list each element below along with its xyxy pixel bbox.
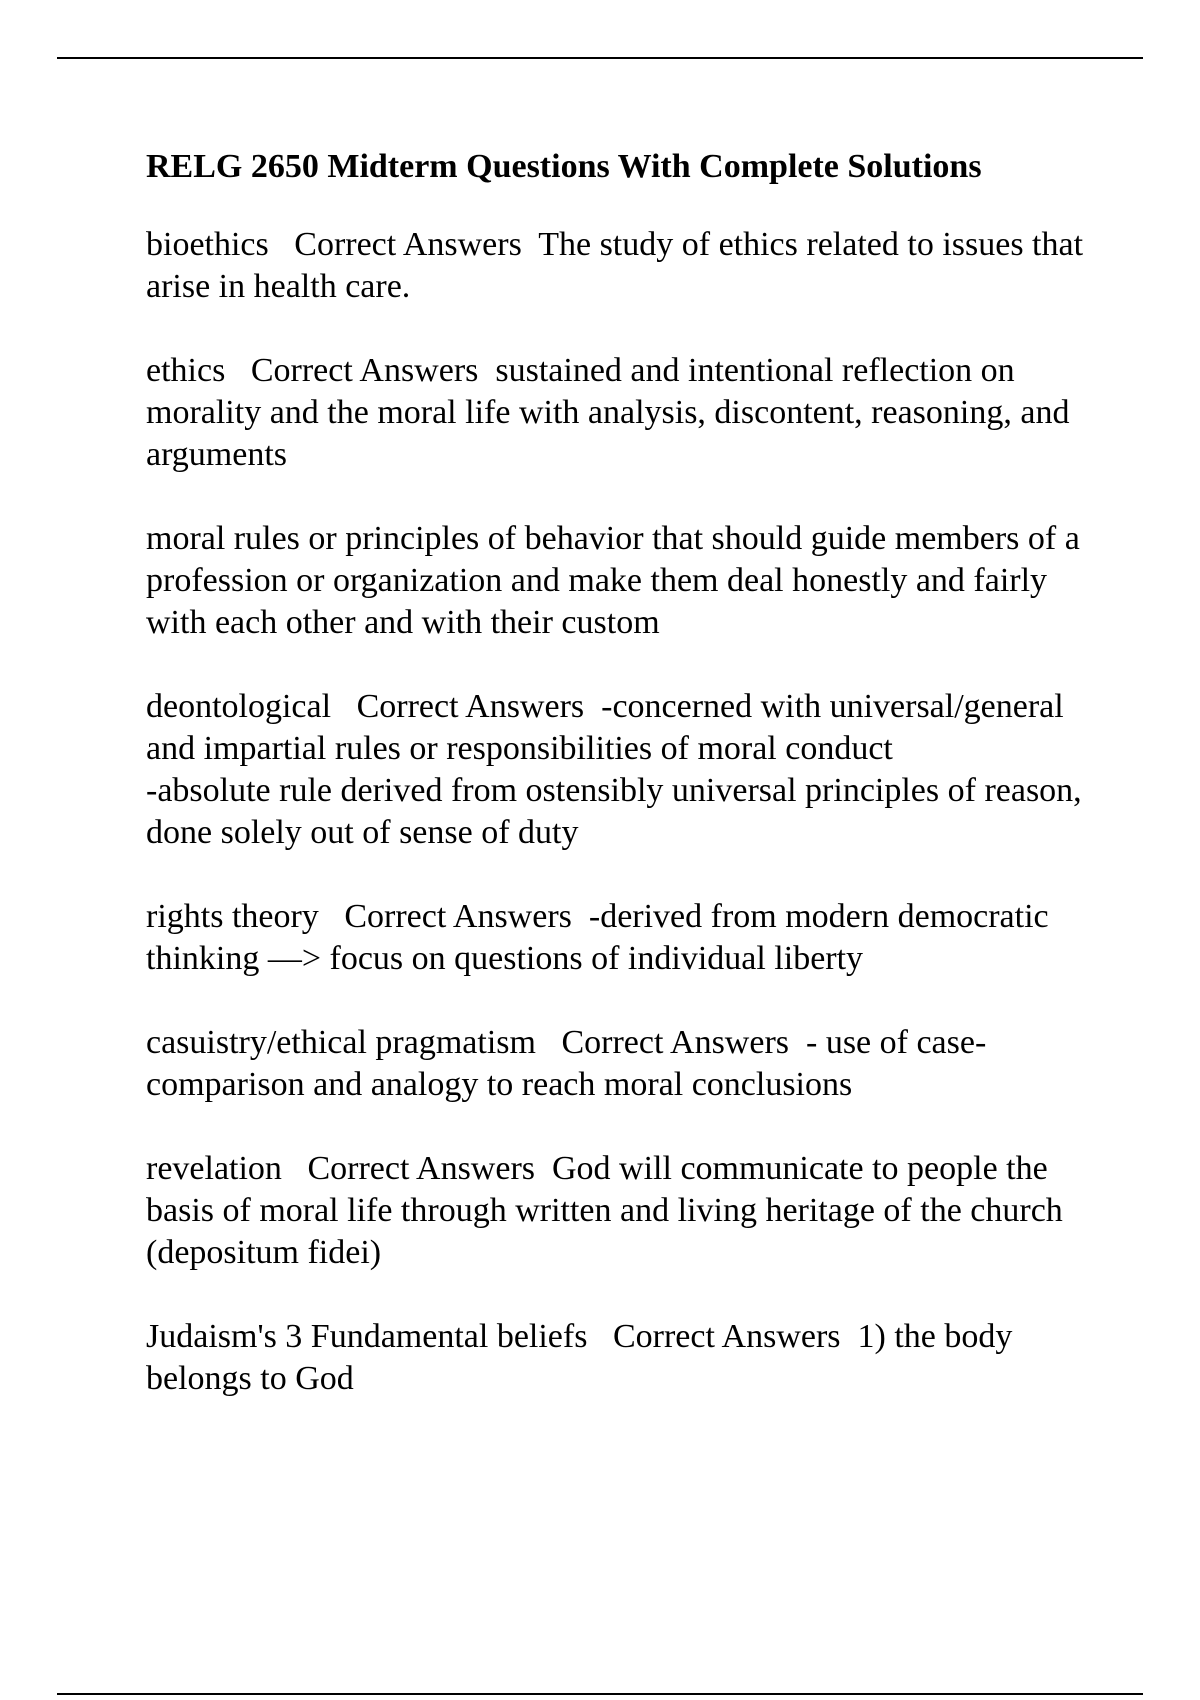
answer-separator: Correct Answers — [331, 688, 602, 725]
answer: sustained and intentional reflection on morality and the moral life with analysis, discontent, reasoning, and arguments — [146, 352, 1078, 473]
answer: -concerned with universal/general and impartial rules or responsibilities of moral conduct -absolute rule derived from ostensibly universal principles of reason, done solely out of sense of duty — [146, 688, 1082, 851]
qa-entry-revelation — [146, 1148, 1090, 1274]
answer-separator: Correct Answers — [268, 226, 539, 263]
qa-entry-ethics — [146, 350, 1090, 476]
qa-entry-bioethics — [146, 224, 1090, 308]
qa-entry-judaism-beliefs — [146, 1316, 1090, 1400]
qa-entry-deontological — [146, 686, 1090, 854]
qa-entry-rights-theory — [146, 896, 1090, 980]
bottom-rule — [57, 1693, 1143, 1695]
answer: - use of case-comparison and analogy to reach moral conclusions — [146, 1024, 987, 1103]
entry-text: moral rules or principles of behavior that should guide members of a profession or organization and make them deal honestly and fairly with each other and with their custom — [146, 520, 1089, 641]
term: casuistry/ethical pragmatism — [146, 1024, 536, 1061]
answer-separator: Correct Answers — [281, 1150, 552, 1187]
answer: God will communicate to people the basis of moral life through written and living heritage of the church (depositum fidei) — [146, 1150, 1072, 1271]
answer-separator: Correct Answers — [318, 898, 589, 935]
qa-entry-moral-rules — [146, 518, 1090, 644]
term: revelation — [146, 1150, 282, 1187]
top-rule — [57, 57, 1143, 59]
term: ethics — [146, 352, 226, 389]
term: rights theory — [146, 898, 319, 935]
answer-separator: Correct Answers — [535, 1024, 806, 1061]
answer: -derived from modern democratic thinking —> focus on questions of individual liberty — [146, 898, 1058, 977]
qa-entry-casuistry — [146, 1022, 1090, 1106]
answer: 1) the body belongs to God — [146, 1318, 1021, 1397]
term: bioethics — [146, 226, 269, 263]
document-title: RELG 2650 Midterm Questions With Complete Solutions — [146, 148, 982, 185]
term: deontological — [146, 688, 332, 725]
document-body — [146, 143, 1090, 1442]
answer-separator: Correct Answers — [587, 1318, 858, 1355]
answer-separator: Correct Answers — [225, 352, 496, 389]
answer: The study of ethics related to issues that arise in health care. — [146, 226, 1092, 305]
term: Judaism's 3 Fundamental beliefs — [146, 1318, 588, 1355]
